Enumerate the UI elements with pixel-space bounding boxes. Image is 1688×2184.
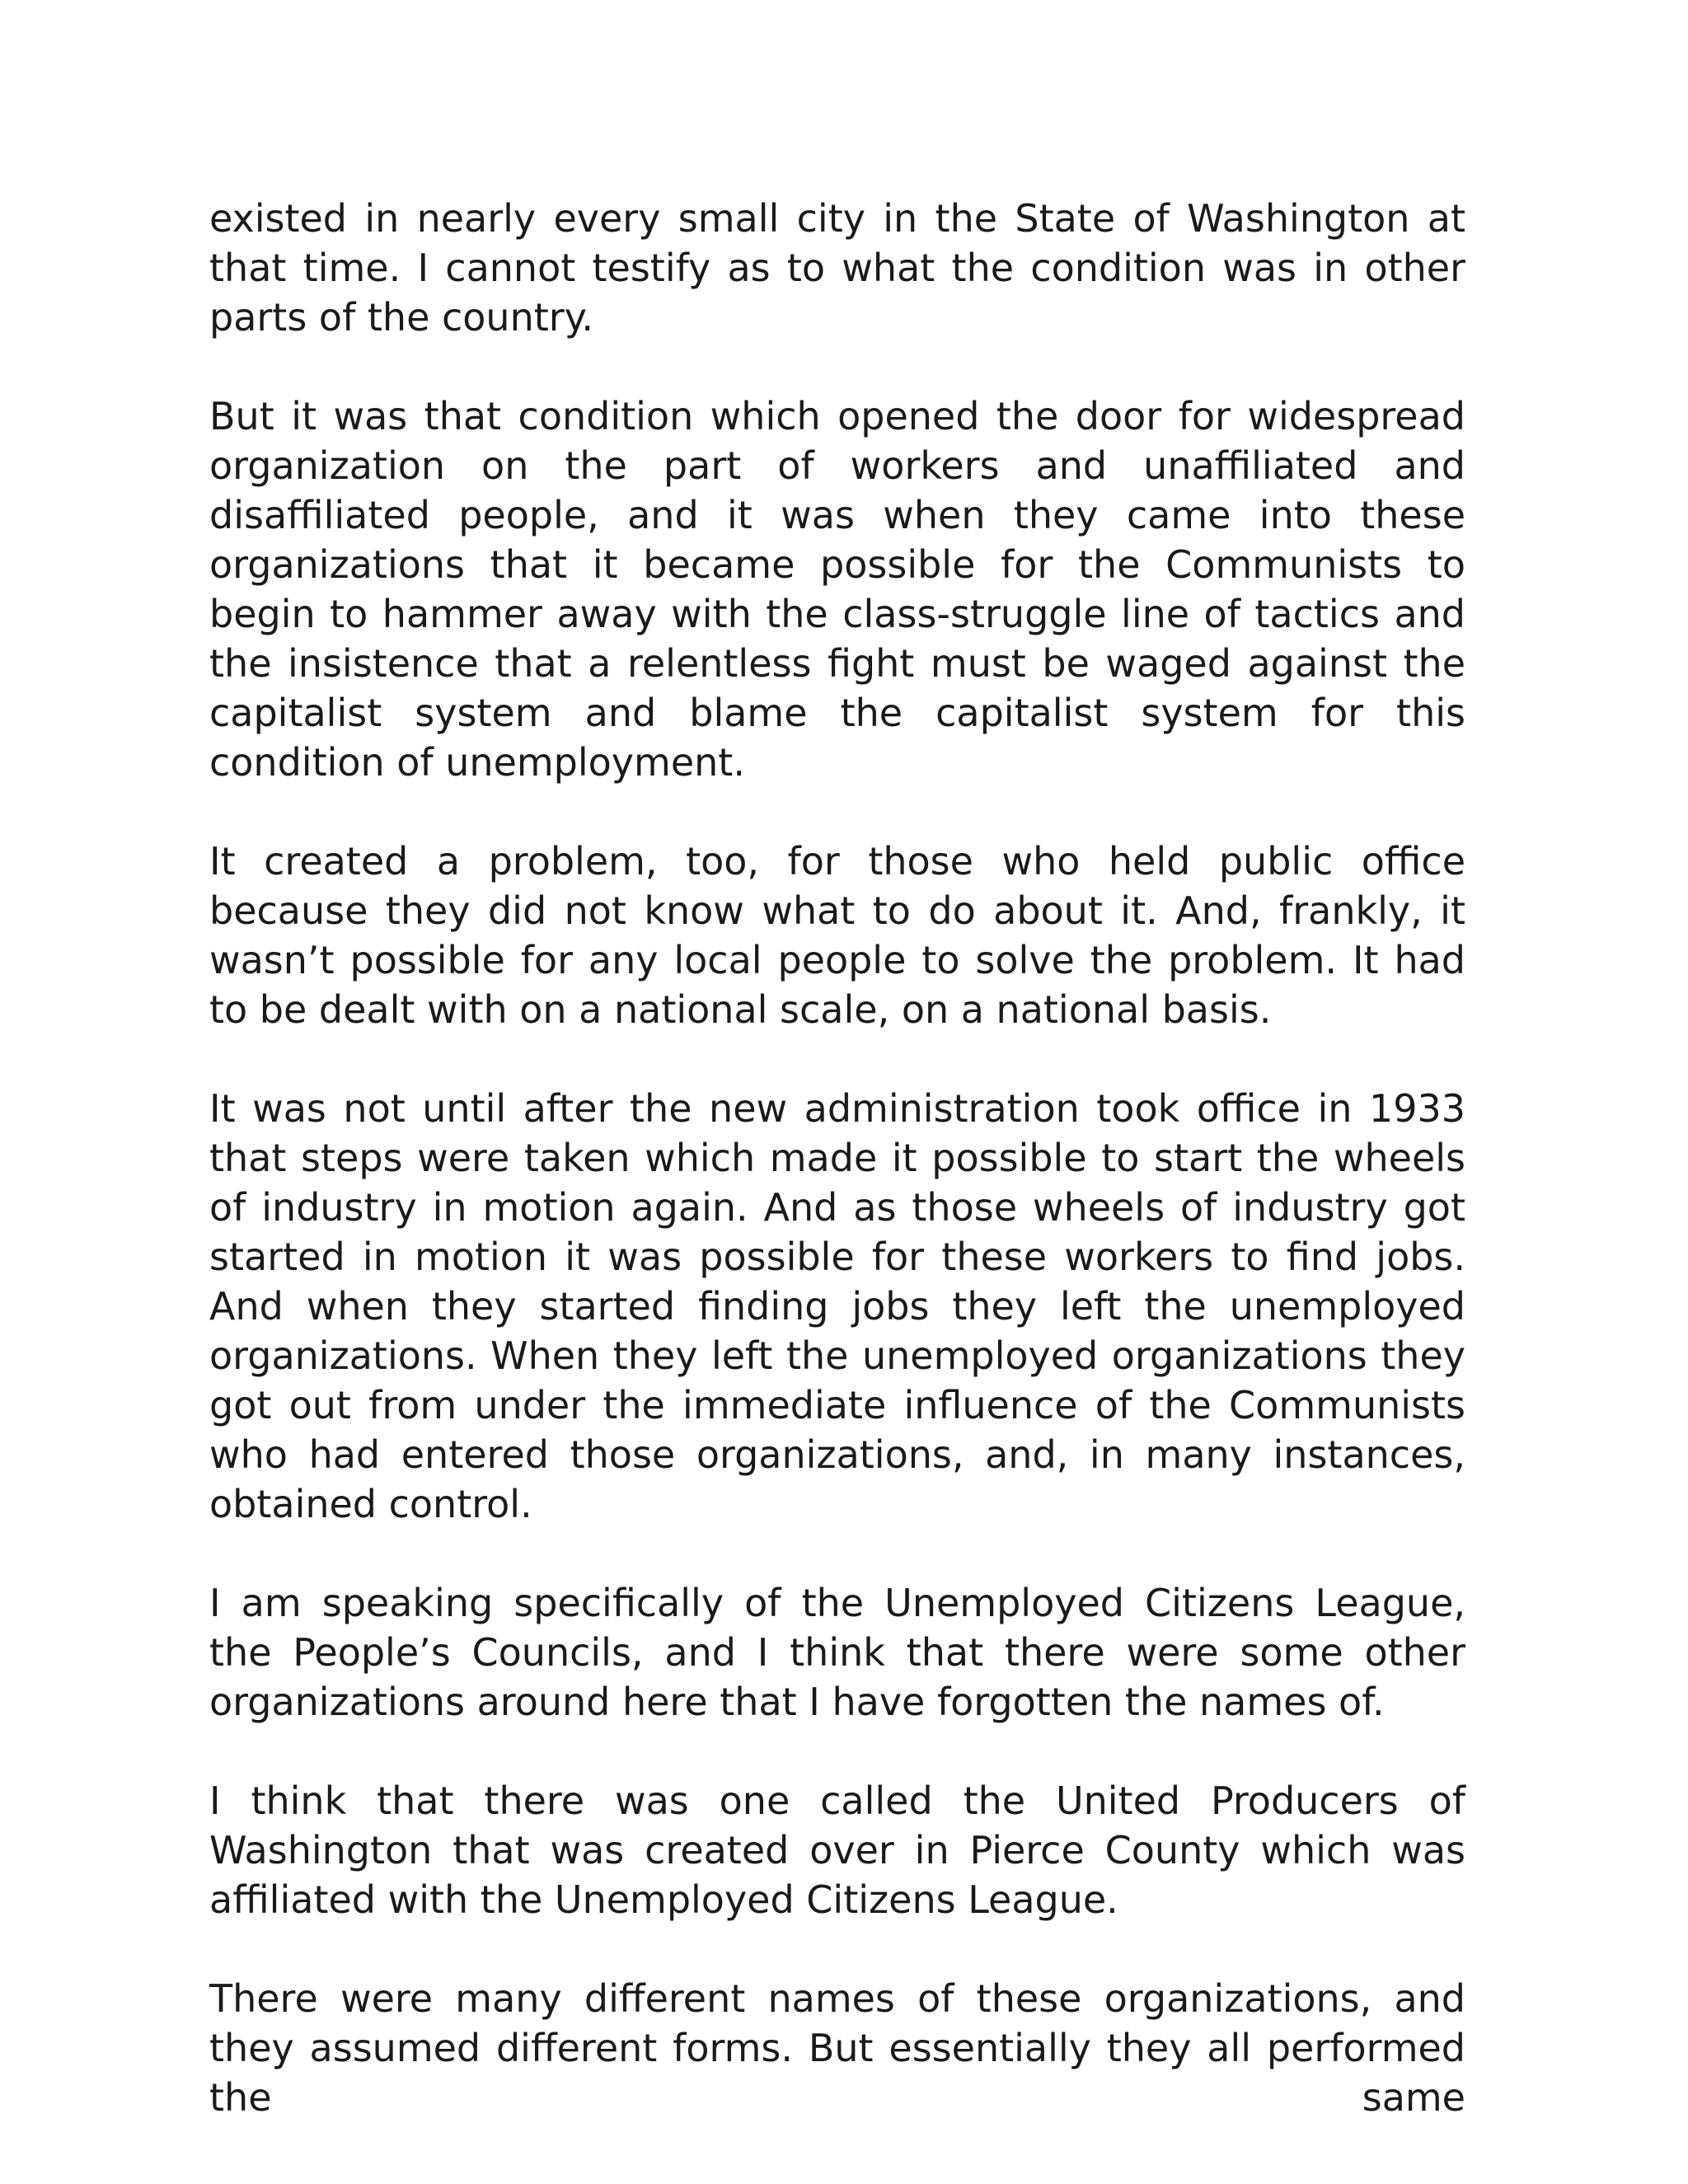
paragraph-5: I am speaking specifically of the Unemployed Citizens League, the People’s Councils, and I think that there were some other organizations around here that I have forgotten the names of. <box>209 1581 1465 1724</box>
paragraph-6: I think that there was one called the United Producers of Washington that was created over in Pierce County which was affiliated with the Unemployed Citizens League. <box>209 1779 1465 1922</box>
paragraph-3: It created a problem, too, for those who held public office because they did not know what to do about it. And, frankly, it wasn’t possible for any local people to solve the problem. It had to be dealt with on a national scale, on a national basis. <box>209 839 1465 1032</box>
paragraph-4: It was not until after the new administration took office in 1933 that steps were taken which made it possible to start the wheels of industry in motion again. And as those wheels of industry got started in motion it was possible for these workers to find jobs. And when they started finding jobs they left the unemployed organizations. When they left the unemployed organizations they got out from under the immediate influence of the Communists who had entered those organizations, and, in many instances, obtained control. <box>209 1086 1465 1526</box>
document-body <box>209 194 1465 2122</box>
paragraph-7: There were many different names of these organizations, and they assumed different forms. But essentially they all performed the same <box>209 1976 1465 2120</box>
paragraph-2: But it was that condition which opened the door for widespread organization on the part of workers and unaffiliated and disaffiliated people, and it was when they came into these organizations that it became possible for the Communists to begin to hammer away with the class-struggle line of tactics and the insistence that a relentless fight must be waged against the capitalist system and blame the capitalist system for this condition of unemployment. <box>209 394 1465 785</box>
paragraph-1: existed in nearly every small city in the State of Washington at that time. I cannot testify as to what the condition was in other parts of the country. <box>209 196 1465 340</box>
